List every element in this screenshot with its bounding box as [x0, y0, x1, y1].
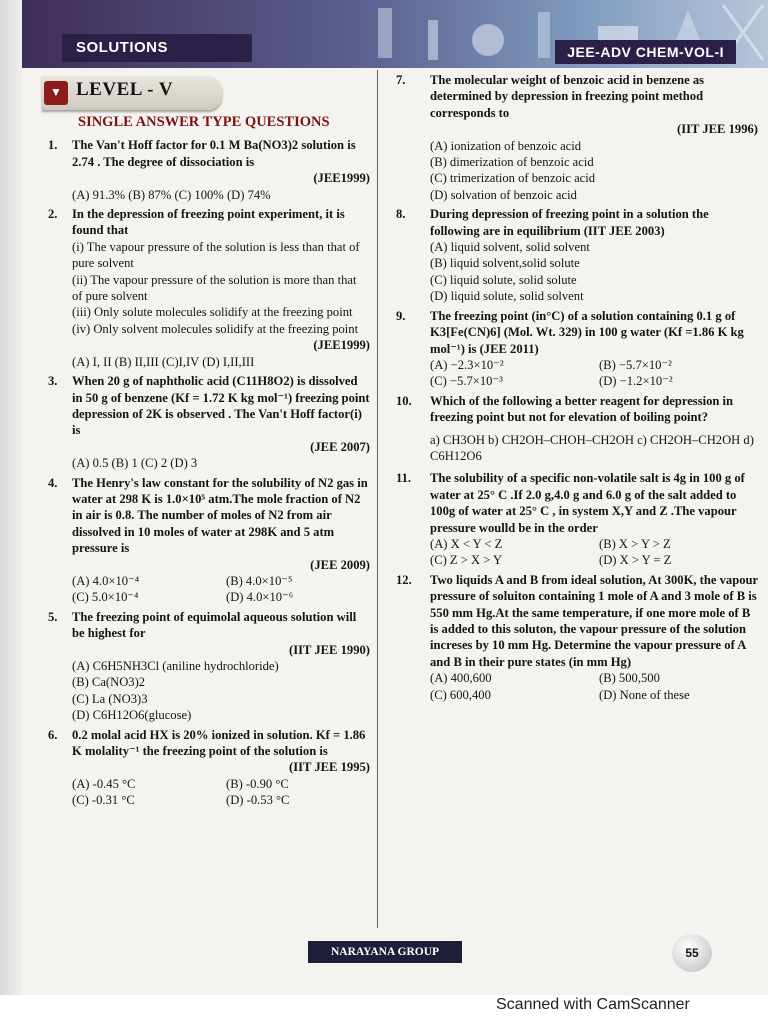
option: (D) None of these	[599, 687, 690, 702]
column-divider	[377, 70, 378, 928]
options-grid	[72, 573, 370, 606]
option: (B) -0.90 °C	[226, 776, 289, 791]
section-title: SINGLE ANSWER TYPE QUESTIONS	[78, 114, 330, 130]
question-source: (JEE1999)	[313, 338, 370, 353]
option: (B) dimerization of benzoic acid	[430, 155, 594, 170]
options-grid	[430, 357, 758, 390]
option: (D) liquid solute, solid solvent	[430, 289, 584, 304]
option: (A) 4.0×10⁻⁴	[72, 573, 140, 588]
options-grid	[430, 536, 758, 569]
question-options: a) CH3OH b) CH2OH–CHOH–CH2OH c) CH2OH–CH2OH d) C6H12O6	[430, 432, 754, 463]
publisher-footer: NARAYANA GROUP	[308, 941, 462, 963]
question-source: (JEE 2007)	[310, 439, 370, 454]
question-text: The molecular weight of benzoic acid in benzene as determined by depression in freezing point method corresponds to	[430, 73, 705, 120]
question-source: (IIT JEE 1996)	[677, 122, 758, 137]
option: (A) 400,600	[430, 671, 492, 686]
option: (C) −5.7×10⁻³	[430, 374, 503, 389]
question-6: 6. 0.2 molal acid HX is 20% ionized in solution. Kf = 1.86 K molality⁻¹ the freezing point of the solution is (IIT JEE 1995) (A) -0.45 °C (B) -0.90 °C (C) -0.31 °C (D) -0.53 °C	[48, 727, 370, 808]
option: (A) -0.45 °C	[72, 776, 136, 791]
option: (B) Ca(NO3)2	[72, 675, 146, 690]
level-heading: ▼ LEVEL - V	[42, 76, 222, 110]
question-options: (A) 91.3% (B) 87% (C) 100% (D) 74%	[72, 187, 271, 202]
question-2: 2. In the depression of freezing point experiment, it is found that (i) The vapour pressure of the solution is less than that of pure solvent (ii) The vapour pressure of the solution is more than that of pure solvent (iii) Only solute molecules solidify at the freezing point (iv) Only solvent molecules solidify at the freezing point (JEE1999) (A) I, II (B) II,III (C)I,IV (D) I,II,III	[48, 207, 370, 369]
page	[22, 0, 768, 995]
option: (C) -0.31 °C	[72, 793, 135, 808]
page-number: 55	[672, 934, 712, 972]
option: (C) La (NO3)3	[72, 691, 148, 706]
option: (C) liquid solute, solid solute	[430, 272, 577, 287]
scanner-watermark: Scanned with CamScanner	[496, 996, 690, 1013]
book-spine	[0, 0, 22, 995]
header-band	[22, 0, 768, 68]
chapter-title-tab: SOLUTIONS	[62, 34, 252, 62]
question-text: The freezing point (in°C) of a solution containing 0.1 g of K3[Fe(CN)6] (Mol. Wt. 329) in 100 g water (Kf =1.86 K kg mol⁻¹) is (JEE 2011)	[430, 308, 744, 356]
option: (C) trimerization of benzoic acid	[430, 171, 596, 186]
question-source: (JEE 2009)	[310, 557, 370, 572]
question-source: (IIT JEE 1990)	[289, 642, 370, 657]
question-text: The solubility of a specific non-volatile salt is 4g in 100 g of water at 25° C .If 2.0 g,4.0 g and 6.0 g of the salt added to 100g of water at 25° C , in system X,Y and Z .The vapour pressure woulld be in the order	[430, 471, 745, 535]
question-4: 4. The Henry's law constant for the solubility of N2 gas in water at 298 K is 1.0×10⁵ atm.The mole fraction of N2 in air is 0.8. The number of moles of N2 from air dissolved in 10 moles of water at 298K and 5 atm pressure is (JEE 2009) (A) 4.0×10⁻⁴ (B) 4.0×10⁻⁵ (C) 5.0×10⁻⁴ (D) 4.0×10⁻⁶	[48, 475, 370, 605]
question-options: (A) 0.5 (B) 1 (C) 2 (D) 3	[72, 456, 198, 471]
option: (C) 5.0×10⁻⁴	[72, 590, 139, 605]
statement: (iv) Only solvent molecules solidify at the freezing point	[72, 321, 359, 336]
option: (D) -0.53 °C	[226, 793, 290, 808]
question-source: (IIT JEE 1995)	[289, 760, 370, 775]
option: (B) −5.7×10⁻²	[599, 357, 672, 372]
question-text: Which of the following a better reagent for depression in freezing point but not for elevation of boiling point?	[430, 393, 734, 425]
option: (D) solvation of benzoic acid	[430, 187, 577, 202]
option: (C) 600,400	[430, 687, 491, 702]
question-8: 8. During depression of freezing point in a solution the following are in equilibrium (IIT JEE 2003) (A) liquid solvent, solid solvent (B) liquid solvent,solid solute (C) liquid solute, solid solute (D) liquid solute, solid solvent	[382, 206, 758, 304]
option: (D) C6H12O6(glucose)	[72, 708, 192, 723]
option: (A) C6H5NH3Cl (aniline hydrochloride)	[72, 659, 279, 673]
statement: (ii) The vapour pressure of the solution is more than that of pure solvent	[72, 272, 357, 304]
question-10: 10. Which of the following a better reagent for depression in freezing point but not for elevation of boiling point? a) CH3OH b) CH2OH–CHOH–CH2OH c) CH2OH–CH2OH d) C6H12O6	[382, 393, 758, 465]
question-text: The freezing point of equimolal aqueous solution will be highest for	[72, 609, 357, 641]
question-12: 12. Two liquids A and B from ideal solution, At 300K, the vapour pressure of soluiton containing 1 mole of A and 3 mole of B is 550 mm Hg.At the same temperature, if one more mole of B is added to this soluton, the vapour pressure of the solution increses by 10 mm Hg. Determine the vapour pressure of A and B in their pure states (in mm Hg) (A) 400,600 (B) 500,500 (C) 600,400 (D) None of these	[396, 572, 758, 702]
option: (B) 500,500	[599, 671, 660, 686]
option: (D) 4.0×10⁻⁶	[226, 590, 294, 605]
options-grid	[430, 670, 758, 703]
question-text: In the depression of freezing point experiment, it is found that	[72, 207, 345, 238]
arrow-down-icon	[44, 81, 68, 105]
question-11: 11. The solubility of a specific non-volatile salt is 4g in 100 g of water at 25° C .If 2.0 g,4.0 g and 6.0 g of the salt added to 100g of water at 25° C , in system X,Y and Z .The vapour pressure woulld be in the order (A) X < Y < Z (B) X > Y > Z (C) Z > X > Y (D) X > Y = Z	[382, 470, 758, 568]
question-text: The Van't Hoff factor for 0.1 M Ba(NO3)2 solution is 2.74 . The degree of dissociation is	[72, 138, 356, 169]
option: (A) −2.3×10⁻²	[430, 357, 504, 372]
question-text: Two liquids A and B from ideal solution, At 300K, the vapour pressure of soluiton containing 1 mole of A and 3 mole of B is 550 mm Hg.At the same temperature, if one more mole of B is added to this soluton, the vapour pressure of the solution increses by 10 mm Hg. Determine the vapour pressure of A and B in their pure states (in mm Hg)	[430, 572, 758, 669]
question-3: 3. When 20 g of naphtholic acid (C11H8O2) is dissolved in 50 g of benzene (Kf = 1.72 K kg mol⁻¹) freezing point depression of 2K is observed . The Van't Hoff factor(i) is (JEE 2007) (A) 0.5 (B) 1 (C) 2 (D) 3	[48, 374, 370, 471]
question-text: 0.2 molal acid HX is 20% ionized in solution. Kf = 1.86 K molality⁻¹ the freezing point of the solution is	[72, 727, 366, 759]
question-text: When 20 g of naphtholic acid (C11H8O2) is dissolved in 50 g of benzene (Kf = 1.72 K kg mol⁻¹) freezing point depression of 2K is observed . The Van't Hoff factor(i) is	[72, 374, 370, 438]
option: (D) −1.2×10⁻²	[599, 374, 673, 389]
question-9: 9. The freezing point (in°C) of a solution containing 0.1 g of K3[Fe(CN)6] (Mol. Wt. 329) in 100 g water (Kf =1.86 K kg mol⁻¹) is (JEE 2011) (A) −2.3×10⁻² (B) −5.7×10⁻² (C) −5.7×10⁻³ (D) −1.2×10⁻²	[382, 308, 758, 390]
option: (B) 4.0×10⁻⁵	[226, 573, 293, 588]
option: (B) X > Y > Z	[599, 536, 671, 551]
question-options: (A) I, II (B) II,III (C)I,IV (D) I,II,III	[72, 354, 255, 369]
option: (A) X < Y < Z	[430, 536, 503, 551]
option: (D) X > Y = Z	[599, 553, 672, 568]
option: (B) liquid solvent,solid solute	[430, 256, 580, 271]
left-column	[34, 72, 370, 812]
option: (A) liquid solvent, solid solvent	[430, 240, 590, 255]
question-5: 5. The freezing point of equimolal aqueous solution will be highest for (IIT JEE 1990) (A) C6H5NH3Cl (aniline hydrochloride) (B) Ca(NO3)2 (C) La (NO3)3 (D) C6H12O6(glucose)	[48, 609, 370, 723]
book-title-tab: JEE-ADV CHEM-VOL-I	[555, 40, 736, 64]
options-grid	[72, 776, 370, 809]
option: (A) ionization of benzoic acid	[430, 138, 582, 153]
question-1: 1. The Van't Hoff factor for 0.1 M Ba(NO3)2 solution is 2.74 . The degree of dissociation is (JEE1999) (A) 91.3% (B) 87% (C) 100% (D) 74%	[48, 138, 370, 202]
statement: (i) The vapour pressure of the solution is less than that of pure solvent	[72, 239, 360, 271]
question-source: (JEE1999)	[313, 171, 370, 186]
statement: (iii) Only solute molecules solidify at the freezing point	[72, 305, 353, 320]
question-7: 7. The molecular weight of benzoic acid in benzene as determined by depression in freezing point method corresponds to (IIT JEE 1996) (A) ionization of benzoic acid (B) dimerization of benzoic acid (C) trimerization of benzoic acid (D) solvation of benzoic acid	[396, 73, 758, 202]
option: (C) Z > X > Y	[430, 553, 503, 568]
right-column	[382, 72, 758, 706]
question-text: The Henry's law constant for the solubility of N2 gas in water at 298 K is 1.0×10⁵ atm.The mole fraction of N2 in air is 0.8. The number of moles of N2 from air dissolved in 10 moles of water at 298K and 5 atm pressure is	[72, 475, 368, 556]
question-text: During depression of freezing point in a solution the following are in equilibrium (IIT JEE 2003)	[430, 207, 709, 238]
